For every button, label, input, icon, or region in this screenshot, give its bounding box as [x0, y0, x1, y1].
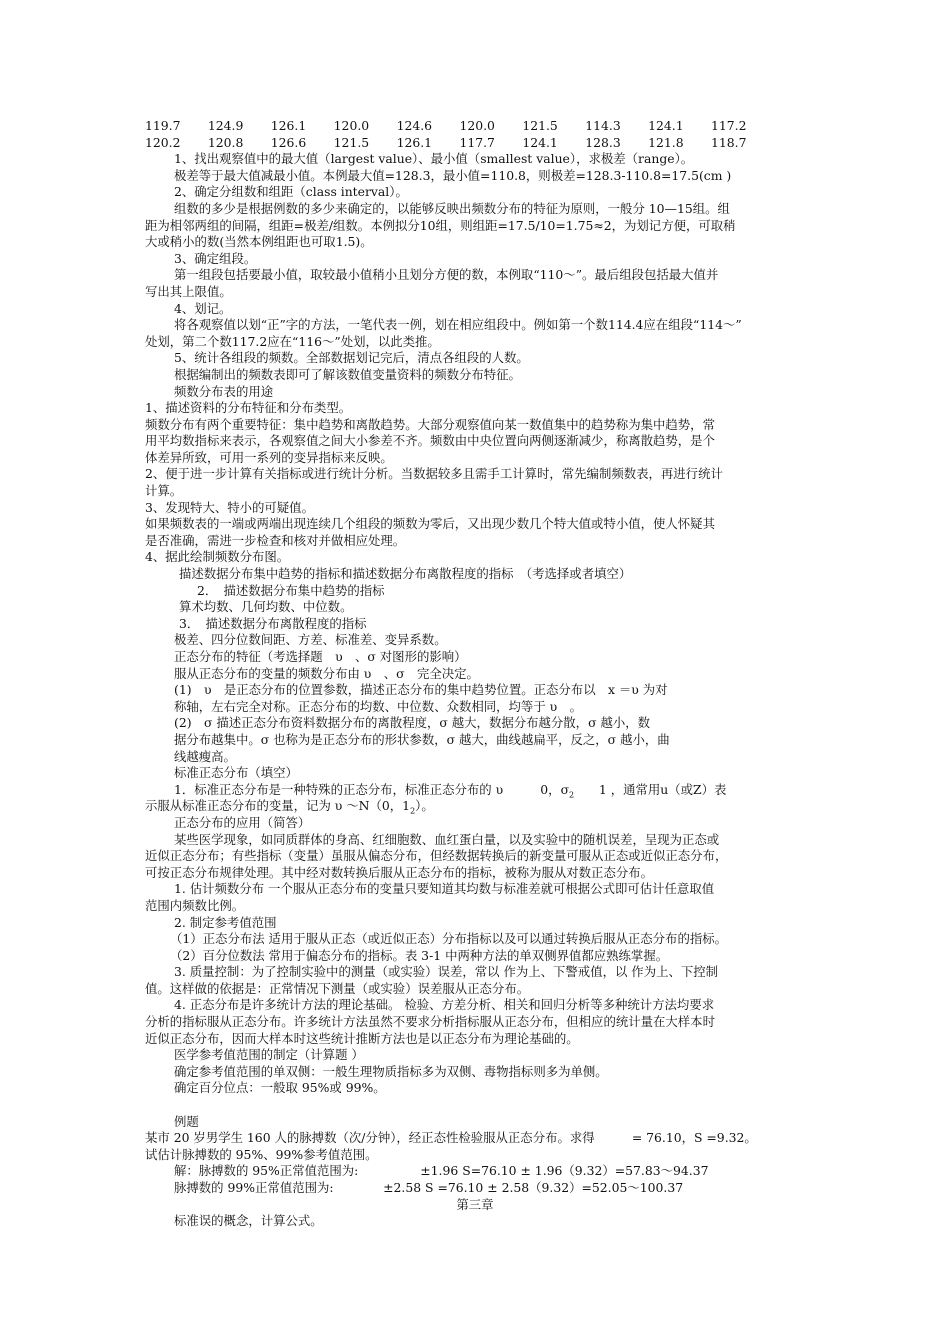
value-cell: 124.9 [207, 118, 244, 133]
paragraph-line: (2) σ 描述正态分布资料数据分布的离散程度，σ 越大，数据分布越分散，σ 越小，数 [174, 715, 651, 731]
paragraph-line: 可按正态分布规律处理。其中经对数转换后服从正态分布的指标，被称为服从对数正态分布。 [145, 864, 654, 880]
value-cell: 128.3 [585, 134, 621, 150]
value-cell: 114.3 [585, 118, 621, 133]
paragraph-line: 某市 20 岁男学生 160 人的脉搏数（次/分钟），经正态性检验服从正态分布。求得 = 76.10，S =9.32。 [145, 1130, 757, 1146]
range-line: 极差等于最大值减最小值。本例最大值=128.3，最小值=110.8，则极差=128.3-110.8=17.5(cm ) [174, 167, 732, 183]
paragraph-line: 极差、四分位数间距、方差、标准差、变异系数。 [174, 632, 447, 648]
value-cell: 126.6 [270, 134, 307, 150]
paragraph-line: 将各观察值以划“正”字的方法，一笔代表一例，划在相应组段中。例如第一个数114.4应在组段“114～” [174, 317, 742, 333]
value-cell: 117.7 [459, 134, 495, 150]
value-cell: 117.2 [711, 118, 747, 133]
subsection-heading: 2． 描述数据分布集中趋势的指标 [197, 582, 385, 598]
paragraph-line: 如果频数表的一端或两端出现连续几个组段的频数为零后，又出现少数几个特大值或特小值，使人怀疑其 [145, 516, 715, 532]
list-item: 2、便于进一步计算有关指标或进行统计分析。当数据较多且需手工计算时，常先编制频数表，再进行统计 [145, 466, 723, 482]
paragraph-line: （1）正态分布法 适用于服从正态（或近似正态）分布指标以及可以通过转换后服从正态分布的指标。 [170, 931, 728, 947]
paragraph-line: 1. 估计频数分布 一个服从正态分布的变量只要知道其均数与标准差就可根据公式即可估计任意取值 [174, 881, 715, 897]
value-cell: 124.1 [522, 134, 558, 150]
paragraph-line: 脉搏数的 99%正常值范围为: ±2.58 S =76.10 ± 2.58（9.32）=52.05～100.37 [174, 1180, 684, 1195]
paragraph-line: 4. 正态分布是许多统计方法的理论基础。 检验、方差分析、相关和回归分析等多种统计方法均要求 [174, 997, 715, 1013]
values-row-1 [145, 118, 805, 135]
value-cell: 126.1 [396, 134, 433, 150]
value-cell: 120.0 [333, 118, 370, 133]
section-heading: 描述数据分布集中趋势的指标和描述数据分布离散程度的指标 （考选择或者填空） [179, 566, 632, 582]
value-cell: 119.7 [145, 118, 181, 133]
paragraph-line: 范围内频数比例。 [145, 897, 245, 913]
paragraph-line: 组数的多少是根据例数的多少来确定的，以能够反映出频数分布的特征为原则，一般分 10—15组。组 [174, 200, 730, 216]
paragraph-line: 解：脉搏数的 95%正常值范围为: ±1.96 S=76.10 ± 1.96（9.32）=57.83～94.37 [174, 1163, 709, 1179]
section-heading: 医学参考值范围的制定（计算题 ） [174, 1047, 364, 1063]
document-body [145, 118, 805, 1230]
paragraph-line: 试估计脉搏数的 95%、99%参考值范围。 [145, 1146, 378, 1162]
text-run: 1 ，通常用u（或Z）表 [574, 781, 727, 797]
value-cell: 118.7 [711, 134, 747, 150]
paragraph-line: 分析的指标服从正态分布。许多统计方法虽然不要求分析指标服从正态分布，但相应的统计量在大样本时 [145, 1014, 715, 1030]
paragraph-line: 值。这样做的依据是：正常情况下测量（或实验）误差服从正态分布。 [145, 980, 530, 996]
subsection-heading: 2. 制定参考值范围 [174, 914, 277, 930]
chapter-title: 第三章 [456, 1196, 494, 1212]
step-2-heading: 2、确定分组数和组距（class interval）。 [174, 184, 408, 200]
value-cell: 126.1 [270, 118, 307, 133]
paragraph-line: 写出其上限值。 [145, 283, 232, 299]
paragraph-line: （2）百分位数法 常用于偏态分布的指标。表 3-1 中两种方法的单双侧界值都应熟练掌握。 [170, 947, 669, 963]
section-heading: 例题 [174, 1113, 199, 1129]
value-cell: 120.8 [207, 134, 244, 150]
paragraph-line: 确定参考值范围的单双侧：一般生理物质指标多为双侧、毒物指标则多为单侧。 [174, 1063, 608, 1079]
paragraph-line: 确定百分位点：一般取 95%或 99%。 [174, 1080, 386, 1096]
paragraph-line: 根据编制出的频数表即可了解该数值变量资料的频数分布特征。 [174, 366, 521, 382]
step-4-heading: 4、划记。 [174, 300, 232, 316]
section-heading: 正态分布的应用（简答） [174, 814, 311, 830]
paragraph-line: 距为相邻两组的间隔，组距=极差/组数。本例拟分10组，则组距=17.5/10=1.75≈2，为划记方便，可取稍 [145, 217, 736, 233]
paragraph-line: 是否准确，需进一步检查和核对并做相应处理。 [145, 532, 406, 548]
paragraph-line: 体差异所致，可用一系列的变异指标来反映。 [145, 449, 393, 465]
paragraph-line: 处划，第二个数117.2应在“116～”处划，以此类推。 [145, 333, 440, 349]
subscript: 2 [569, 790, 575, 800]
value-cell: 121.5 [333, 134, 370, 150]
paragraph-line: 近似正态分布，因而大样本时这些统计推断方法也是以正态分布为理论基础的。 [145, 1030, 579, 1046]
text-run: 示服从标准正态分布的变量，记为 υ ～N（0，1 [145, 798, 411, 814]
values-row-2 [145, 135, 805, 152]
list-item: 4、据此绘制频数分布图。 [145, 549, 290, 565]
section-heading: 正态分布的特征（考选择题 υ 、σ 对图形的影响） [174, 649, 467, 664]
list-item: 3、发现特大、特小的可疑值。 [145, 499, 314, 515]
paragraph-line: 第一组段包括要最小值，取较最小值稍小且划分方便的数，本例取“110～”。最后组段包括最大值并 [174, 267, 719, 283]
step-5-heading: 5、统计各组段的频数。全部数据划记完后，清点各组段的人数。 [174, 350, 529, 366]
value-cell: 120.2 [145, 134, 181, 150]
subscript: 2 [410, 806, 416, 816]
step-1-heading: 1、找出观察值中的最大值（largest value）、最小值（smallest value），求极差（range）。 [174, 151, 694, 167]
paragraph-line: 服从正态分布的变量的频数分布由 υ 、σ 完全决定。 [174, 665, 479, 681]
paragraph-line: 算术均数、几何均数、中位数。 [179, 599, 353, 615]
step-3-heading: 3、确定组段。 [174, 250, 257, 266]
section-heading: 标准误的概念，计算公式。 [174, 1213, 323, 1229]
paragraph-line: 频数分布有两个重要特征：集中趋势和离散趋势。大部分观察值向某一数值集中的趋势称为集中趋势，常 [145, 416, 715, 432]
blank-line [145, 1097, 805, 1114]
paragraph-line: 据分布越集中。σ 也称为是正态分布的形状参数，σ 越大，曲线越扁平，反之，σ 越小，曲 [174, 731, 670, 747]
paragraph-line: 称轴，左右完全对称。正态分布的均数、中位数、众数相同，均等于 υ 。 [174, 698, 582, 714]
paragraph-line: (1) υ 是正态分布的位置参数，描述正态分布的集中趋势位置。正态分布以 x ＝υ 为对 [174, 682, 668, 698]
paragraph-line: 用平均数指标来表示，各观察值之间大小参差不齐。频数由中央位置向两侧逐渐减少，称离散趋势，是个 [145, 433, 715, 449]
paragraph-line: 某些医学现象，如同质群体的身高、红细胞数、血红蛋白量，以及实验中的随机误差，呈现为正态或 [174, 831, 720, 847]
paragraph-line: 近似正态分布；有些指标（变量）虽服从偏态分布，但经数据转换后的新变量可服从正态或近似正态分布， [145, 848, 728, 864]
paragraph-line: 计算。 [145, 483, 183, 499]
list-item: 1、描述资料的分布特征和分布类型。 [145, 400, 352, 416]
value-cell: 124.6 [396, 118, 433, 133]
text-run: 1．标准正态分布是一种特殊的正态分布，标准正态分布的 υ 0，σ [174, 781, 570, 797]
paragraph-line: 大或稍小的数(当然本例组距也可取1.5)。 [145, 234, 373, 250]
paragraph-line: 3. 质量控制：为了控制实验中的测量（或实验）误差，常以 作为上、下警戒值，以 作为上、下控制 [174, 964, 719, 980]
section-heading: 频数分布表的用途 [174, 383, 274, 399]
value-cell: 121.8 [648, 134, 684, 150]
paragraph-line [145, 798, 805, 815]
paragraph-line: 线越瘦高。 [174, 748, 236, 764]
value-cell: 124.1 [648, 118, 684, 133]
section-heading: 标准正态分布（填空） [174, 765, 298, 781]
subsection-heading: 3． 描述数据分布离散程度的指标 [179, 615, 367, 631]
value-cell: 120.0 [459, 118, 495, 133]
text-run: ）。 [415, 798, 434, 814]
value-cell: 121.5 [522, 118, 558, 133]
paragraph-line [145, 782, 805, 799]
